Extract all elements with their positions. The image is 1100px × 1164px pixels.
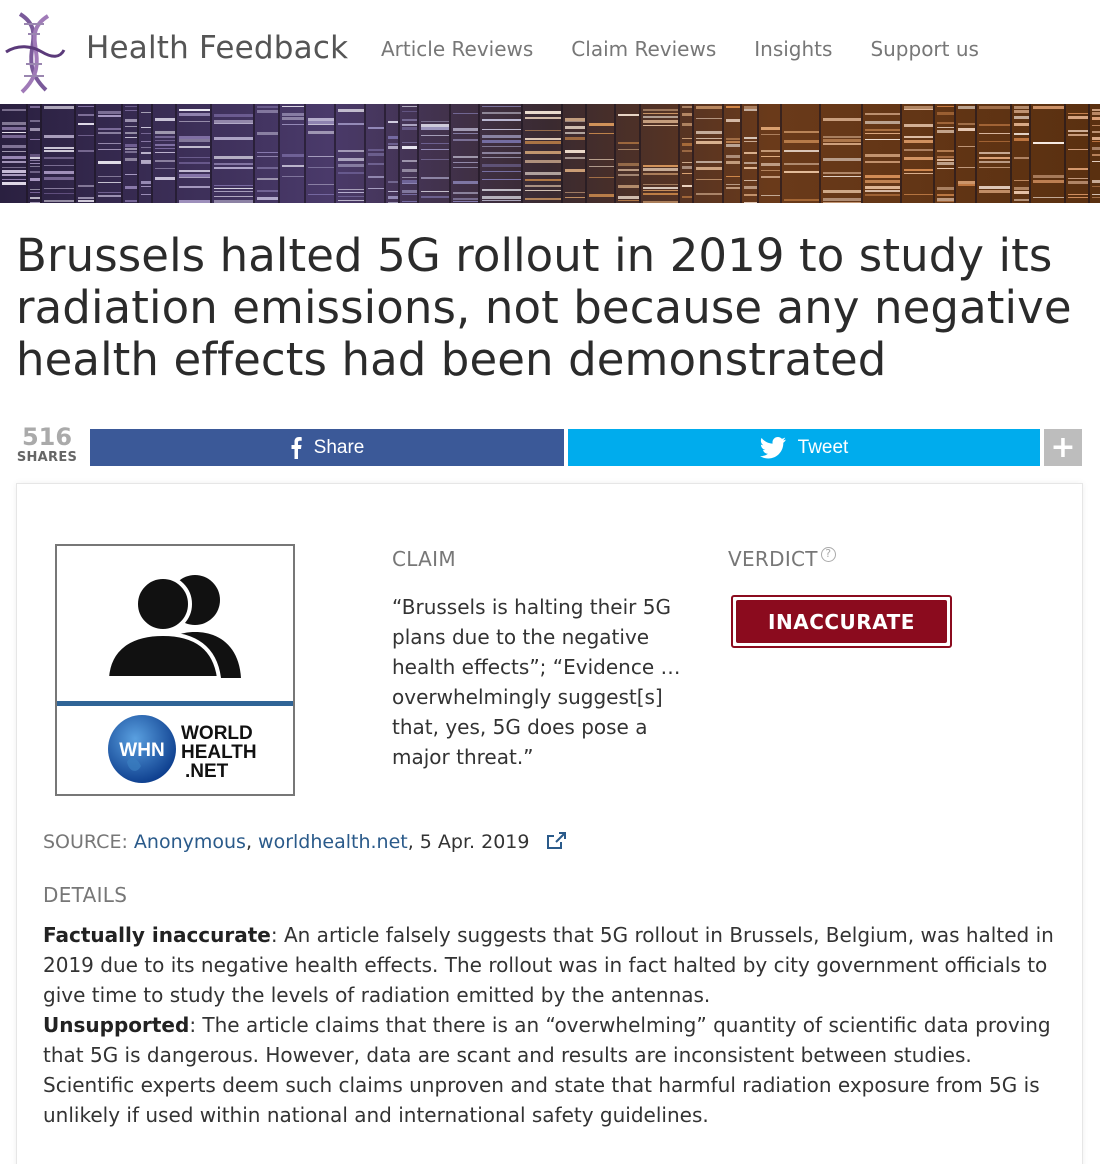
people-silhouette-icon xyxy=(105,568,245,678)
site-header xyxy=(0,0,1100,104)
source-line xyxy=(43,831,566,853)
verdict-help-icon[interactable]: ? xyxy=(821,547,836,562)
twitter-tweet-button[interactable] xyxy=(568,429,1040,466)
source-author-link[interactable]: Anonymous xyxy=(133,831,246,853)
claim-review-card xyxy=(16,483,1083,1164)
whn-line-health: HEALTH xyxy=(181,742,257,763)
article-title: Brussels halted 5G rollout in 2019 to study its radiation emissions, not because any negative health effects had been demonstrated xyxy=(16,229,1072,386)
details-label: DETAILS xyxy=(43,883,128,907)
site-name[interactable]: Health Feedback xyxy=(86,30,349,66)
dna-logo-icon[interactable] xyxy=(2,8,66,96)
dna-sequencing-banner xyxy=(0,104,1100,203)
whn-line-net: .NET xyxy=(185,761,229,782)
source-label: SOURCE: xyxy=(43,831,128,853)
whn-globe-icon xyxy=(107,714,177,784)
header-banner-image xyxy=(0,104,1100,203)
whn-wordmark xyxy=(181,724,257,781)
source-date: , 5 Apr. 2019 xyxy=(407,831,530,853)
share-count-number: 516 xyxy=(21,423,73,451)
nav-insights[interactable]: Insights xyxy=(754,37,833,61)
verdict-label xyxy=(728,547,836,571)
nav-support-us[interactable]: Support us xyxy=(870,37,979,61)
detail-description: : An article falsely suggests that 5G rollout in Brussels, Belgium, was halted in 2019 due to its negative health effects. The rollout was in fact halted by city government officials to give time to study the levels of radiation emitted by the antennas. xyxy=(43,923,1054,1007)
logo-divider xyxy=(57,701,293,706)
verdict-badge xyxy=(731,595,952,648)
source-logo-image xyxy=(55,544,295,796)
claim-label: CLAIM xyxy=(392,547,456,571)
facebook-share-button[interactable] xyxy=(90,429,564,466)
tweet-label: Tweet xyxy=(797,436,849,458)
verdict-label-text: VERDICT xyxy=(728,547,818,571)
main-nav xyxy=(381,37,1017,61)
detail-item xyxy=(43,1010,1063,1130)
whn-line-world: WORLD xyxy=(181,723,253,744)
claim-text: “Brussels is halting their 5G plans due to the negative health effects”; “Evidence … overwhelmingly suggest[s] that, yes, 5G does pose a major threat.” xyxy=(392,595,681,769)
more-share-options-button[interactable]: + xyxy=(1044,429,1082,466)
source-site-link[interactable]: worldhealth.net xyxy=(258,831,408,853)
facebook-icon xyxy=(290,437,302,459)
verdict-value: INACCURATE xyxy=(736,600,947,643)
twitter-bird-icon xyxy=(760,437,786,459)
detail-description: : The article claims that there is an “overwhelming” quantity of scientific data proving that 5G is dangerous. However, data are scant and results are inconsistent between studies. Scientific experts deem such claims unproven and state that harmful radiation exposure from 5G is unlikely if used within national and international safety guidelines. xyxy=(43,1013,1051,1127)
detail-term: Unsupported xyxy=(43,1013,190,1037)
source-separator: , xyxy=(245,831,259,853)
share-count-label: SHARES xyxy=(16,450,78,465)
share-count xyxy=(14,424,80,465)
whn-globe-text: WHN xyxy=(119,740,165,761)
detail-term: Factually inaccurate xyxy=(43,923,271,947)
nav-claim-reviews[interactable]: Claim Reviews xyxy=(571,37,717,61)
share-label: Share xyxy=(313,436,365,458)
external-link-icon[interactable] xyxy=(546,832,566,850)
detail-item xyxy=(43,920,1063,1010)
details-text xyxy=(43,920,1063,1130)
nav-article-reviews[interactable]: Article Reviews xyxy=(381,37,534,61)
